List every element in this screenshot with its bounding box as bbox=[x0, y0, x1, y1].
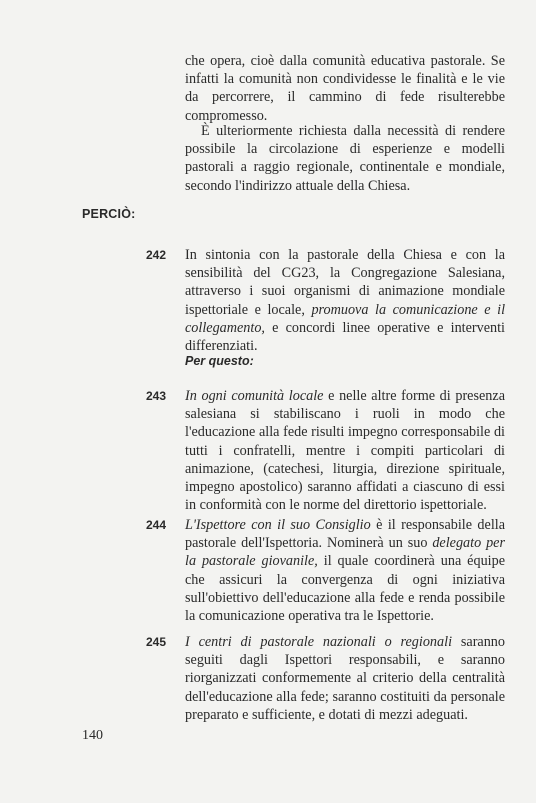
article-number-243: 243 bbox=[146, 389, 167, 403]
subheading: Per questo: bbox=[185, 354, 254, 368]
article-number-245: 245 bbox=[146, 635, 167, 649]
article-text-245: I centri di pastorale nazionali o regionali saranno seguiti dagli Ispettori responsabili, e saranno riorganizzati conformemente al criterio della centralità dell'educazione alla fede; saranno costituiti da personale preparato e sufficiente, e dotati di mezzi adeguati. bbox=[185, 634, 505, 723]
intro-paragraph-2: È ulteriormente richiesta dalla necessità di rendere possibile la circolazione di esperienze e modelli pastorali a raggio regionale, continentale e mondiale, secondo l'indirizzo attuale della Chiesa. bbox=[185, 123, 505, 194]
section-heading: PERCIÒ: bbox=[82, 207, 136, 221]
article-text-243: In ogni comunità locale e nelle altre forme di presenza salesiana si stabiliscano i ruoli in modo che l'educazione alla fede risulti impegno corresponsabile di tutti i confratelli, mentre i compiti particolari di animazione, (catechesi, liturgia, direzione spirituale, impegno apostolico) saranno affidati a ciascuno di essi in conformità con le norme del direttorio ispettoriale. bbox=[185, 388, 505, 514]
intro-paragraph-1: che opera, cioè dalla comunità educativa pastorale. Se infatti la comunità non condividesse le finalità e le vie da percorrere, il cammino di fede risulterebbe compromesso. bbox=[185, 53, 505, 124]
article-text-242: In sintonia con la pastorale della Chiesa e con la sensibilità del CG23, la Congregazione Salesiana, attraverso i suoi organismi di animazione mondiale ispettoriale e locale, promuova la comunicazione e il collegamento, e concordi linee operative e interventi differenziati. bbox=[185, 247, 506, 355]
article-number-244: 244 bbox=[146, 518, 167, 532]
page-number: 140 bbox=[82, 728, 103, 743]
article-text-244: L'Ispettore con il suo Consiglio è il responsabile della pastorale dell'Ispettoria. Nominerà un suo delegato per la pastorale giovanile, il quale coordinerà una équipe che assicuri la convergenza di ogni iniziativa sull'obiettivo dell'educazione alla fede e renda possibile la comunicazione operativa tra le Ispettorie. bbox=[185, 517, 506, 625]
article-number-242: 242 bbox=[146, 248, 167, 262]
